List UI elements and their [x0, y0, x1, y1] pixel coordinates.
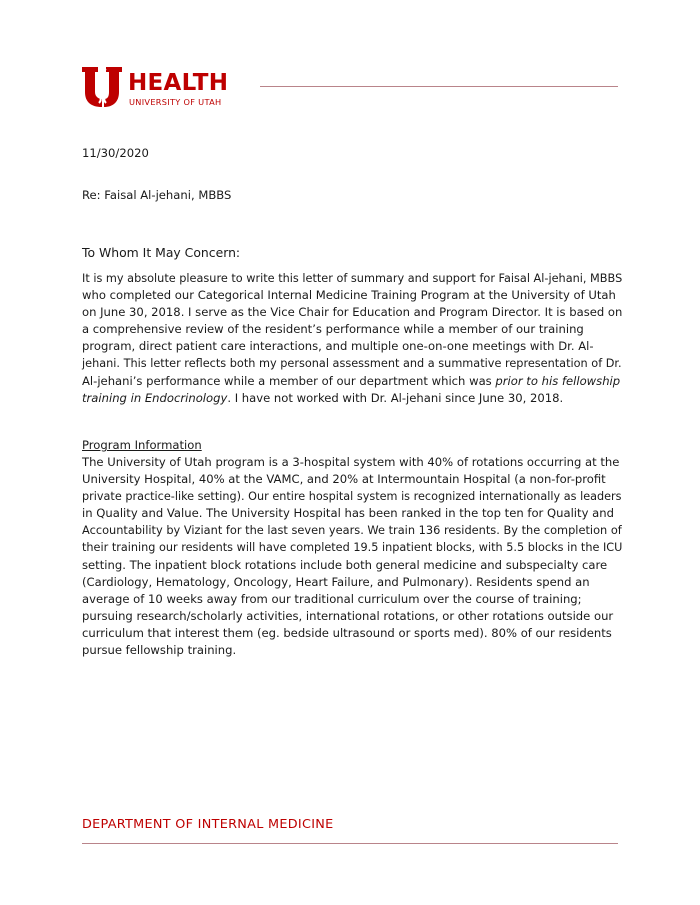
- paragraph-line: curriculum that interest them (eg. bedside ultrasound or sports med). 80% of our residents: [82, 625, 612, 640]
- paragraph-line: jehani. This letter reflects both my personal assessment and a summative representation of Dr.: [82, 356, 622, 371]
- paragraph-line: in Quality and Value. The University Hospital has been ranked in the top ten for Quality and: [82, 506, 614, 521]
- footer-department-name: DEPARTMENT OF INTERNAL MEDICINE: [82, 817, 334, 832]
- paragraph-line: pursuing research/scholarly activities, international rotations, or other rotations outside our: [82, 608, 614, 623]
- paragraph-text: Al-jehani’s performance while a member of our department which was: [82, 373, 496, 388]
- paragraph-line: program, direct patient care interactions, and multiple one-on-one meetings with Dr. Al-: [82, 339, 594, 354]
- paragraph-emphasis: prior to his fellowship: [495, 373, 621, 388]
- paragraph-line: their training our residents will have completed 19.5 inpatient blocks, with 5.5 blocks in the ICU: [82, 540, 623, 555]
- paragraph-line: pursue fellowship training.: [82, 643, 237, 658]
- university-of-utah-block-u-icon: [82, 67, 126, 107]
- header-divider: [260, 86, 618, 87]
- university-logo: [82, 67, 232, 109]
- paragraph-line: a comprehensive review of the resident’s performance while a member of our training: [82, 322, 584, 337]
- paragraph-line: [82, 390, 622, 407]
- letter-salutation: To Whom It May Concern:: [82, 245, 241, 260]
- letter-date: 11/30/2020: [82, 146, 149, 160]
- paragraph-line: Accountability by Viziant for the last seven years. We train 136 residents. By the completion of: [82, 523, 622, 538]
- letter-paragraph-intro: [82, 270, 622, 407]
- paragraph-line: [82, 373, 622, 390]
- paragraph-text: . I have not worked with Dr. Al-jehani since June 30, 2018.: [227, 390, 564, 405]
- logo-subtitle: UNIVERSITY OF UTAH: [129, 97, 222, 107]
- paragraph-line: private practice-like setting). Our entire hospital system is recognized internationally as leaders: [82, 489, 622, 504]
- paragraph-line: who completed our Categorical Internal Medicine Training Program at the University of Utah: [82, 288, 616, 303]
- letter-paragraph-program: [82, 454, 622, 659]
- paragraph-line: University Hospital, 40% at the VAMC, and 20% at Intermountain Hospital (a non-for-profit: [82, 472, 606, 487]
- logo-wordmark: HEALTH: [128, 70, 229, 96]
- paragraph-line: average of 10 weeks away from our traditional curriculum over the course of training;: [82, 591, 582, 606]
- section-heading-program-information: Program Information: [82, 438, 202, 452]
- paragraph-line: The University of Utah program is a 3-hospital system with 40% of rotations occurring at the: [82, 455, 620, 469]
- paragraph-line: on June 30, 2018. I serve as the Vice Chair for Education and Program Director. It is based on: [82, 305, 623, 320]
- footer-divider: [82, 843, 618, 844]
- letter-re-line: Re: Faisal Al-jehani, MBBS: [82, 188, 232, 202]
- paragraph-line: setting. The inpatient block rotations include both general medicine and subspecialty care: [82, 557, 608, 572]
- paragraph-emphasis: training in Endocrinology: [82, 390, 228, 405]
- paragraph-line: It is my absolute pleasure to write this letter of summary and support for Faisal Al-jehani, MBBS: [82, 271, 623, 285]
- paragraph-line: (Cardiology, Hematology, Oncology, Heart Failure, and Pulmonary). Residents spend an: [82, 574, 590, 589]
